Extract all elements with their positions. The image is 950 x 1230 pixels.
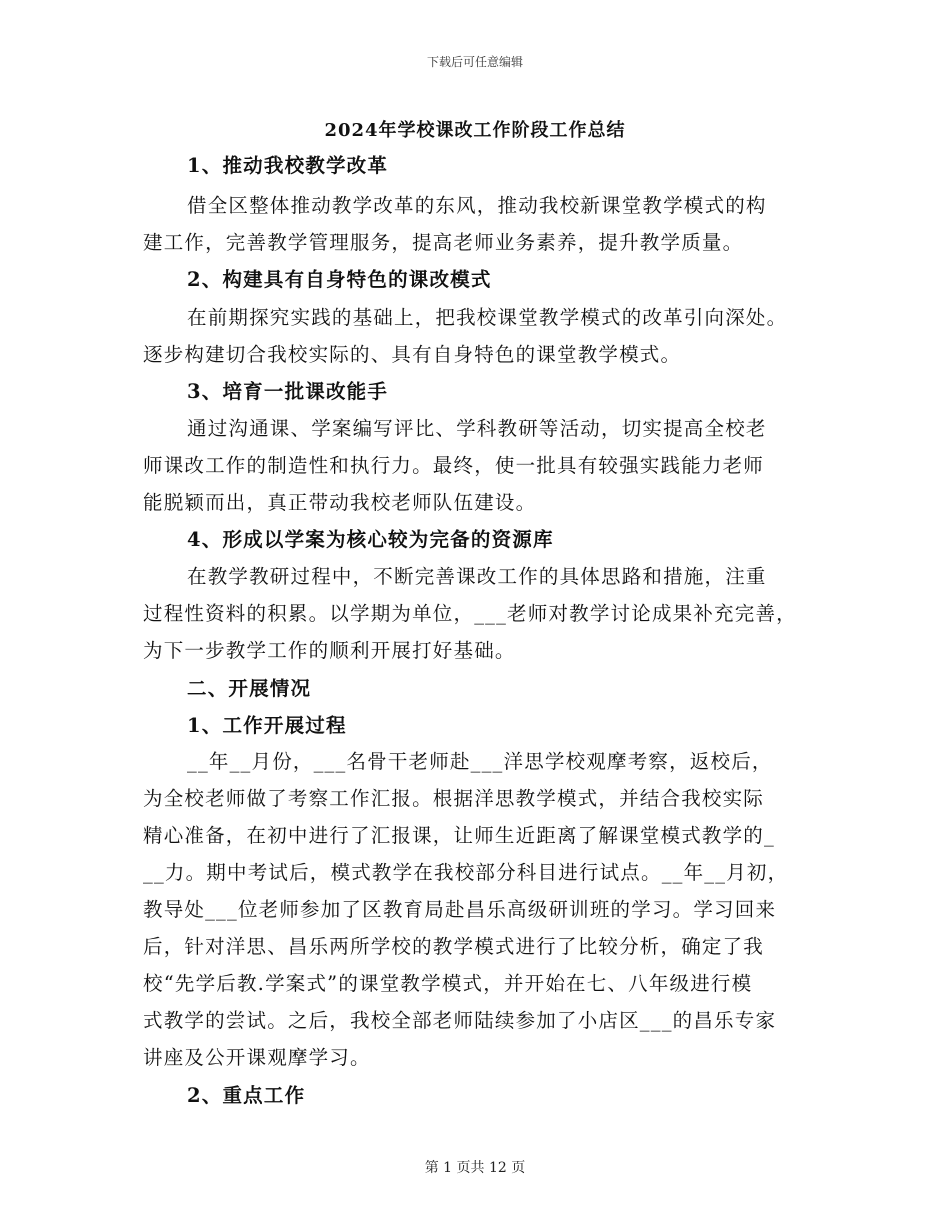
- paragraph-line: 能脱颖而出，真正带动我校老师队伍建设。: [143, 491, 537, 514]
- paragraph-line: 师课改工作的制造性和执行力。最终，使一批具有较强实践能力老师: [143, 454, 765, 477]
- heading-2: 2、构建具有自身特色的课改模式: [187, 268, 492, 291]
- paragraph-line: 讲座及公开课观摩学习。: [143, 1046, 371, 1069]
- paragraph-line: __力。期中考试后，模式教学在我校部分科目进行试点。__年__月初，: [143, 861, 789, 884]
- page-footer: 第 1 页共 12 页: [424, 1160, 526, 1176]
- paragraph-line: __年__月份，___名骨干老师赴___洋思学校观摩考察，返校后，: [187, 750, 773, 773]
- section-heading: 二、开展情况: [187, 677, 312, 700]
- heading-4: 4、形成以学案为核心较为完备的资源库: [187, 528, 554, 551]
- subheading-1: 1、工作开展过程: [187, 714, 347, 737]
- paragraph-line: 为全校老师做了考察工作汇报。根据洋思教学模式，并结合我校实际: [143, 787, 765, 810]
- paragraph-line: 通过沟通课、学案编写评比、学科教研等活动，切实提高全校老: [187, 417, 767, 440]
- paragraph-line: 过程性资料的积累。以学期为单位，___老师对教学讨论成果补充完善，: [143, 602, 797, 625]
- heading-3: 3、培育一批课改能手: [187, 380, 389, 403]
- paragraph-line: 逐步构建切合我校实际的、具有自身特色的课堂教学模式。: [143, 343, 682, 366]
- paragraph-line: 建工作，完善教学管理服务，提高老师业务素养，提升教学质量。: [143, 231, 744, 254]
- heading-1: 1、推动我校教学改革: [187, 154, 389, 177]
- paragraph-line: 式教学的尝试。之后，我校全部老师陆续参加了小店区___的昌乐专家: [143, 1009, 777, 1032]
- page-header: 下载后可任意编辑: [426, 55, 523, 69]
- paragraph-line: 借全区整体推动教学改革的东风，推动我校新课堂教学模式的构: [187, 194, 767, 217]
- paragraph-line: 精心准备，在初中进行了汇报课，让师生近距离了解课堂模式教学的_: [143, 824, 775, 847]
- paragraph-line: 校“先学后教.学案式”的课堂教学模式，并开始在七、八年级进行模: [143, 972, 753, 995]
- paragraph-line: 后，针对洋思、昌乐两所学校的教学模式进行了比较分析，确定了我: [143, 935, 765, 958]
- paragraph-line: 在教学教研过程中，不断完善课改工作的具体思路和措施，注重: [187, 565, 767, 588]
- document-title: 2024年学校课改工作阶段工作总结: [324, 120, 626, 141]
- subheading-2: 2、重点工作: [187, 1084, 306, 1107]
- paragraph-line: 为下一步教学工作的顺利开展打好基础。: [143, 639, 516, 662]
- paragraph-line: 教导处___位老师参加了区教育局赴昌乐高级研训班的学习。学习回来: [143, 898, 777, 921]
- paragraph-line: 在前期探究实践的基础上，把我校课堂教学模式的改革引向深处。: [187, 306, 788, 329]
